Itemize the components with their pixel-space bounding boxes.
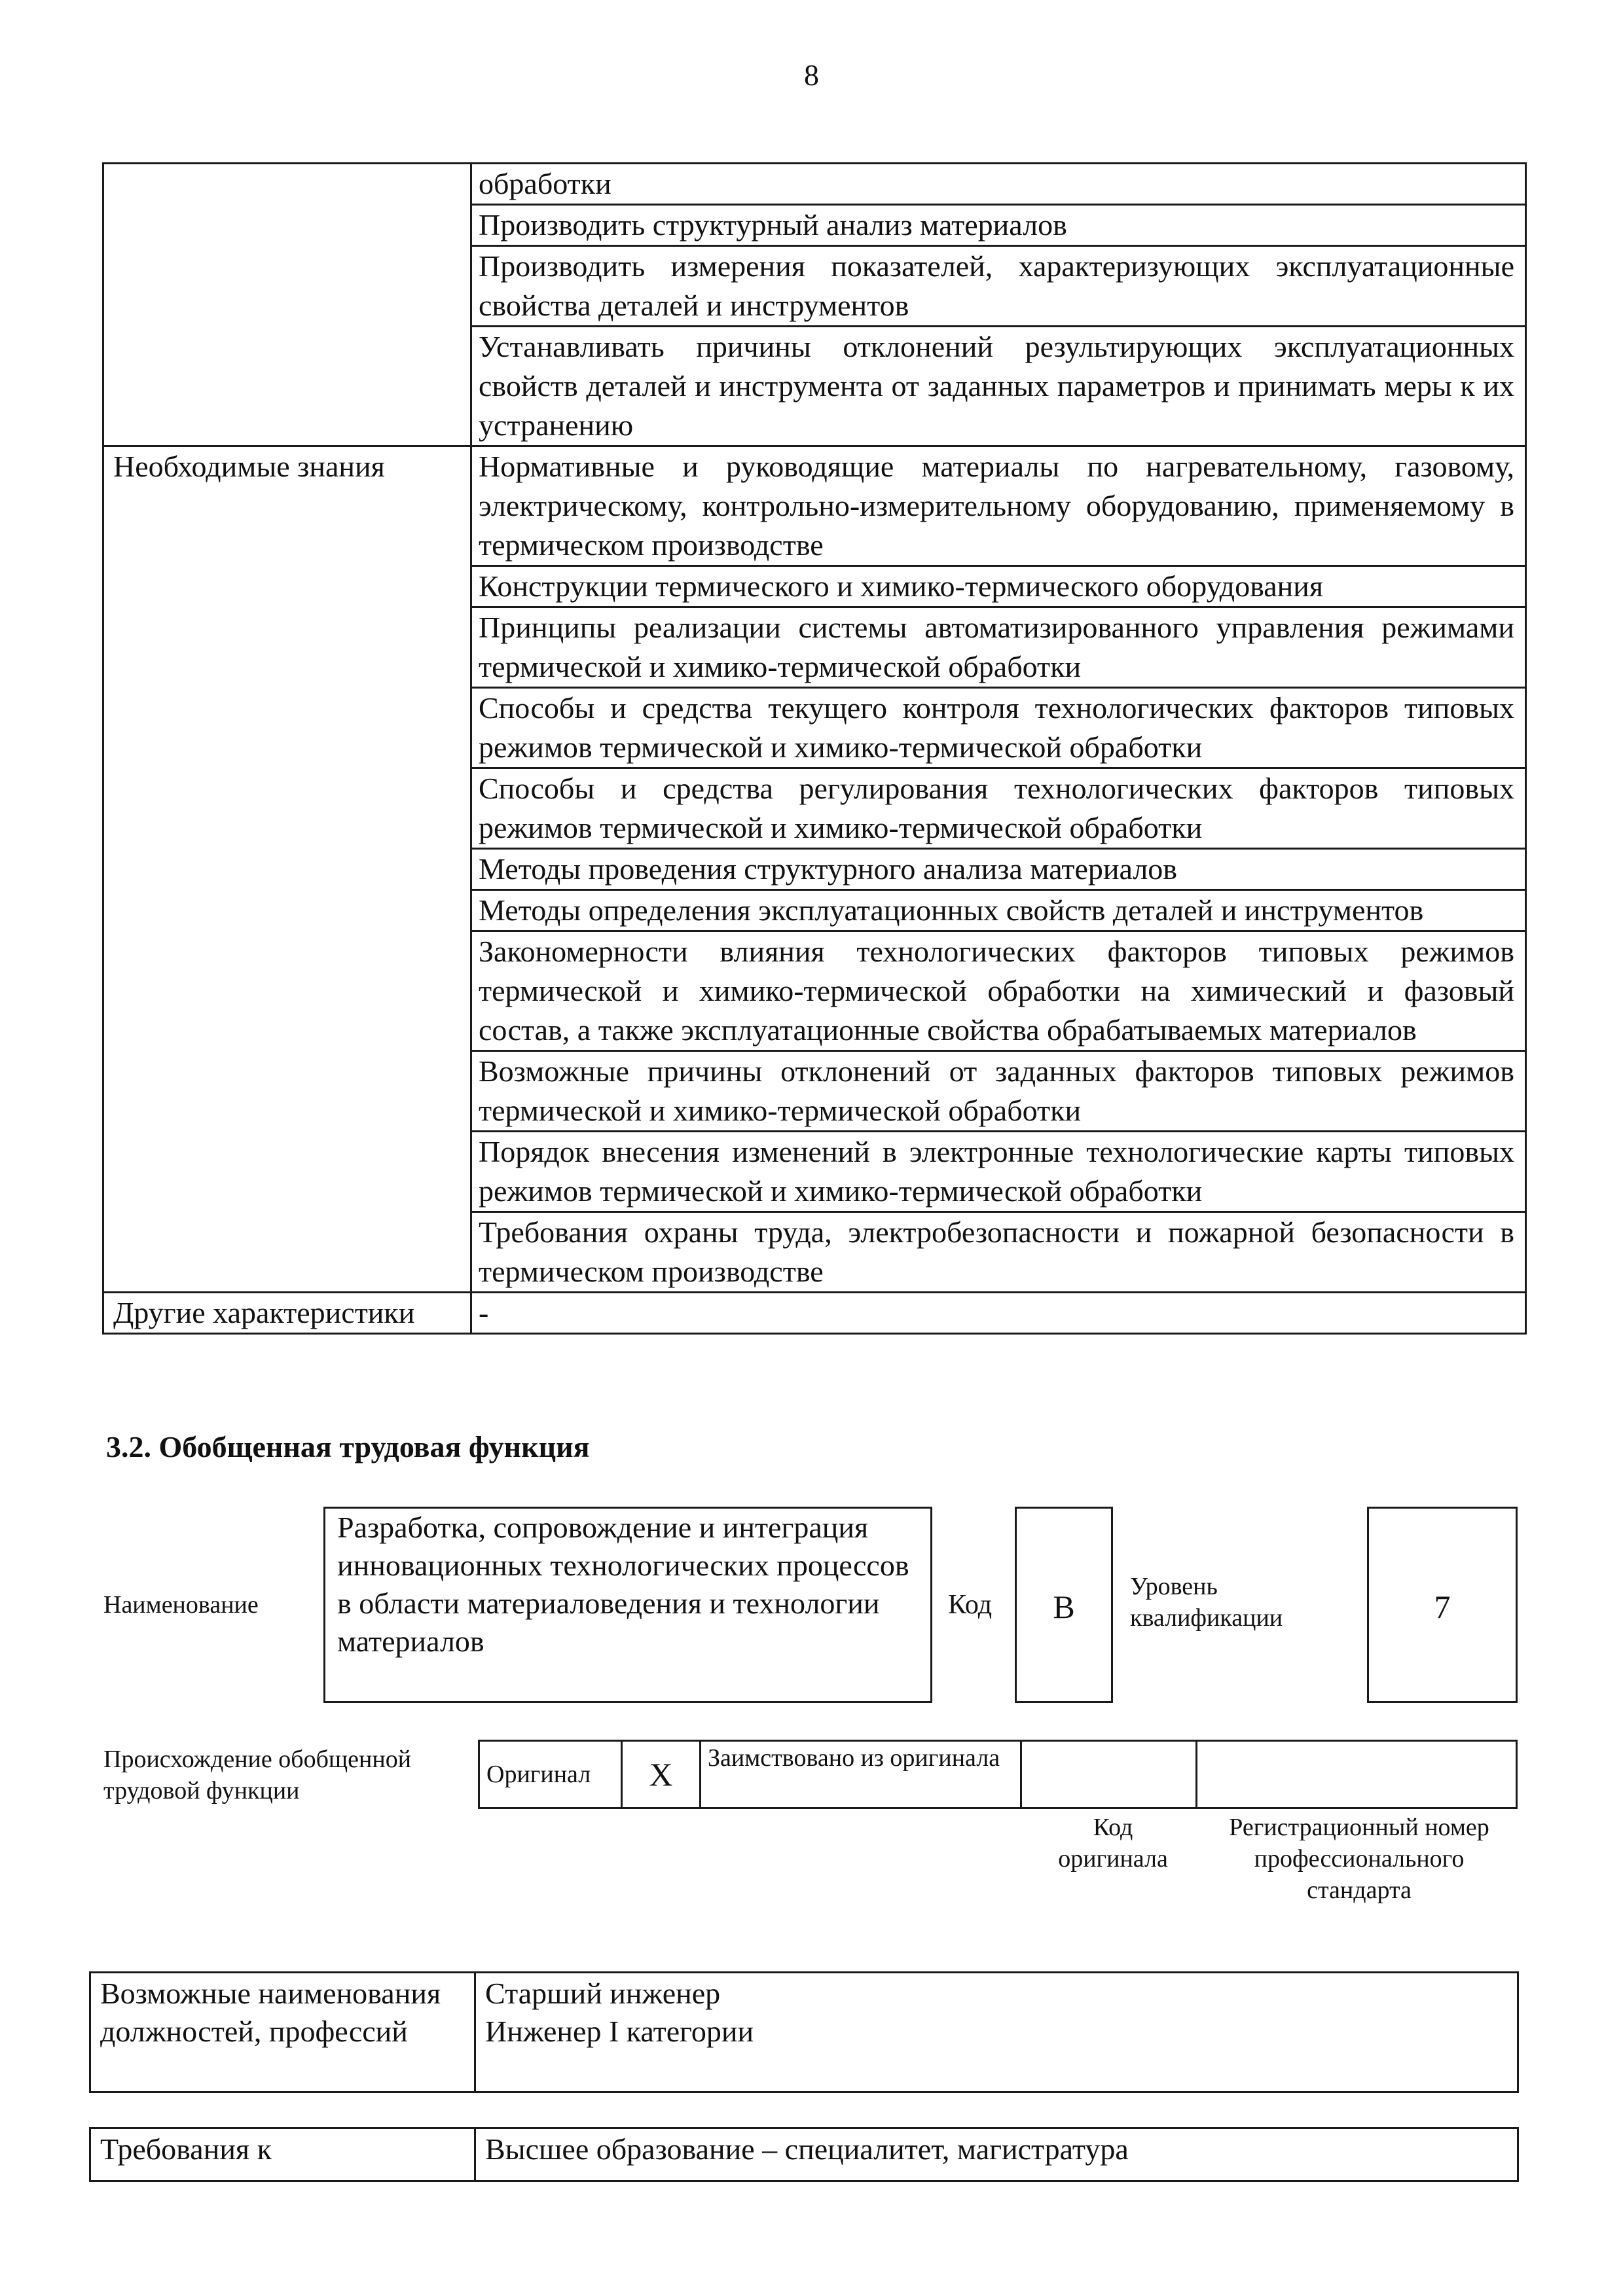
page-number: 8 xyxy=(804,58,819,92)
row-item: Возможные причины отклонений от заданных факторов типовых режимов термической и химико-термической обработки xyxy=(471,1051,1526,1132)
position-item: Инженер I категории xyxy=(485,2015,754,2048)
level-value: 7 xyxy=(1367,1507,1518,1703)
origin-label: Происхождение обобщенной трудовой функции xyxy=(103,1746,412,1804)
row-item: Производить измерения показателей, характеризующих эксплуатационные свойства деталей и инструментов xyxy=(471,246,1526,327)
origin-table xyxy=(478,1740,1518,1809)
requirements-value: Высшее образование – специалитет, магистратура xyxy=(475,2128,1518,2181)
requirements-table xyxy=(89,2127,1519,2182)
positions-label: Возможные наименования должностей, профессий xyxy=(90,1973,475,2092)
code-original-cell xyxy=(1021,1741,1197,1808)
row-item: Принципы реализации системы автоматизированного управления режимами термической и химико-термической обработки xyxy=(471,607,1526,688)
positions-values xyxy=(475,1973,1518,2092)
name-label: Наименование xyxy=(103,1591,259,1619)
code-origin-caption: Код оригинала xyxy=(1058,1814,1168,1873)
row-item: Закономерности влияния технологических факторов типовых режимов термической и химико-термической обработки на химический и фазовый состав, а также эксплуатационные свойства обрабатываемых материалов xyxy=(471,931,1526,1051)
row-item: Конструкции термического и химико-термического оборудования xyxy=(471,566,1526,607)
knowledge-table xyxy=(102,162,1527,1335)
position-item: Старший инженер xyxy=(485,1977,721,2010)
original-mark: X xyxy=(622,1741,701,1808)
requirements-label: Требования к xyxy=(90,2128,475,2181)
row-label: Другие характеристики xyxy=(103,1293,471,1334)
row-item: Требования охраны труда, электробезопасности и пожарной безопасности в термическом производстве xyxy=(471,1212,1526,1293)
row-item: - xyxy=(471,1293,1526,1334)
code-value: В xyxy=(1015,1507,1113,1703)
row-item: Устанавливать причины отклонений результирующих эксплуатационных свойств деталей и инструмента от заданных параметров и принимать меры к их устранению xyxy=(471,327,1526,446)
row-item: Нормативные и руководящие материалы по нагревательному, газовому, электрическому, контрольно-измерительному оборудованию, применяемому в термическом производстве xyxy=(471,446,1526,566)
row-item: обработки xyxy=(471,164,1526,205)
row-item: Порядок внесения изменений в электронные технологические карты типовых режимов термической и химико-термической обработки xyxy=(471,1132,1526,1212)
row-item: Методы определения эксплуатационных свойств деталей и инструментов xyxy=(471,890,1526,931)
row-item: Способы и средства регулирования технологических факторов типовых режимов термической и химико-термической обработки xyxy=(471,768,1526,849)
row-label xyxy=(103,164,471,446)
table-row xyxy=(103,1293,1526,1334)
row-item: Методы проведения структурного анализа материалов xyxy=(471,849,1526,890)
row-item: Производить структурный анализ материалов xyxy=(471,205,1526,246)
reg-number-caption: Регистрационный номер профессионального стандарта xyxy=(1229,1814,1489,1904)
section-title: 3.2. Обобщенная трудовая функция xyxy=(106,1430,590,1463)
table-row xyxy=(103,446,1526,566)
name-value: Разработка, сопровождение и интеграция инновационных технологических процессов в области материаловедения и технологии материалов xyxy=(323,1507,932,1703)
table-row xyxy=(103,164,1526,205)
reg-number-cell xyxy=(1197,1741,1517,1808)
borrowed-label: Заимствовано из оригинала xyxy=(701,1741,1021,1808)
row-item: Способы и средства текущего контроля технологических факторов типовых режимов термической и химико-термической обработки xyxy=(471,688,1526,768)
original-label: Оригинал xyxy=(479,1741,622,1808)
row-label: Необходимые знания xyxy=(103,446,471,1293)
positions-table xyxy=(89,1971,1519,2093)
level-label: Уровень квалификации xyxy=(1130,1573,1283,1632)
code-label: Код xyxy=(948,1590,993,1620)
